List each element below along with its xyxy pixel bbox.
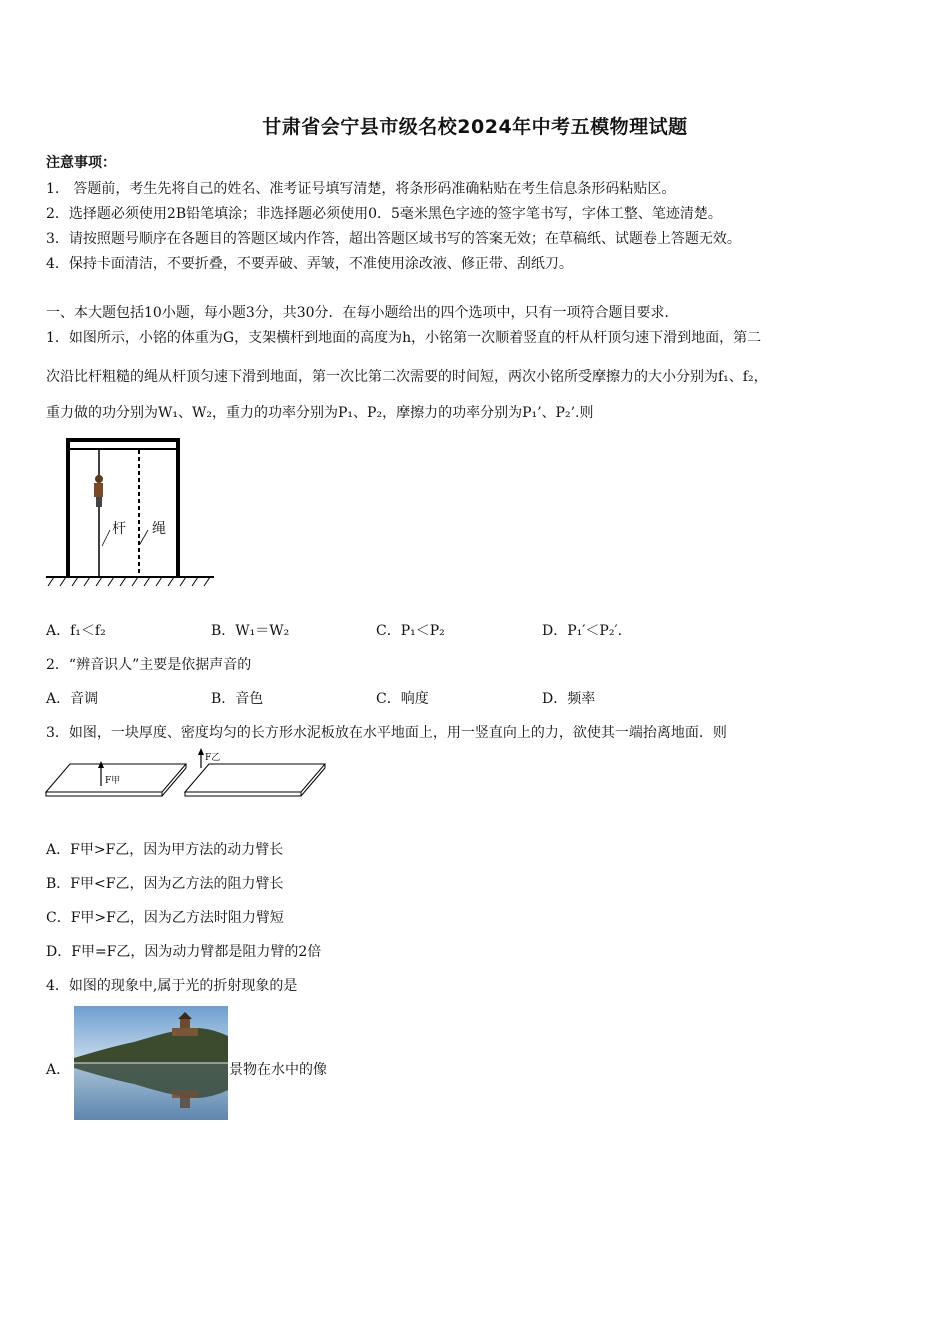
boy-figure (94, 475, 103, 507)
q1-line-2: 次沿比杆粗糙的绳从杆顶匀速下滑到地面，第一次比第二次需要的时间短，两次小铭所受摩擦力的大小分别为f₁、f₂， (46, 369, 768, 385)
q1-line-1: 1．如图所示，小铭的体重为G，支架横杆到地面的高度为h，小铭第一次顺着竖直的杆从杆顶匀速下滑到地面，第二 (46, 330, 762, 346)
q1-option-c[interactable]: C．P₁＜P₂ (376, 623, 445, 639)
page-title: 甘肃省会宁县市级名校2024年中考五模物理试题 (262, 116, 688, 138)
q4-option-a-text[interactable]: 景物在水中的像 (229, 1062, 327, 1078)
slab-diagram (44, 748, 328, 802)
q3-option-d[interactable]: D．F甲=F乙，因为动力臂都是阻力臂的2倍 (46, 944, 322, 960)
q2-option-b[interactable]: B．音色 (211, 691, 264, 707)
rope-label: 绳 (152, 521, 166, 537)
q3-option-a[interactable]: A．F甲>F乙，因为甲方法的动力臂长 (46, 842, 284, 858)
pole-label: 杆 (112, 521, 126, 537)
q4-option-a-letter[interactable]: A． (46, 1062, 71, 1078)
lake-reflection-image (74, 1006, 228, 1120)
reflection-photo (74, 1006, 228, 1120)
q3-figure (44, 748, 328, 802)
notice-item-3: 3．请按照题号顺序在各题目的答题区域内作答，超出答题区域书写的答案无效；在草稿纸、试题卷上答题无效。 (46, 231, 741, 247)
notice-heading: 注意事项： (46, 155, 116, 171)
notice-item-1: 1. 答题前，考生先将自己的姓名、准考证号填写清楚，将条形码准确粘贴在考生信息条形码粘贴区。 (46, 181, 676, 197)
f-jia-label: F甲 (105, 776, 121, 786)
q2-option-d[interactable]: D．频率 (542, 691, 596, 707)
q1-option-d[interactable]: D．P₁′＜P₂′. (542, 623, 623, 639)
q3-option-b[interactable]: B．F甲<F乙，因为乙方法的阻力臂长 (46, 876, 284, 892)
q2-option-c[interactable]: C．响度 (376, 691, 429, 707)
q3-option-c[interactable]: C．F甲>F乙，因为乙方法时阻力臂短 (46, 910, 284, 926)
q2-option-a[interactable]: A．音调 (46, 691, 99, 707)
q1-figure (44, 434, 216, 590)
q2-stem: 2．“辨音识人”主要是依据声音的 (46, 657, 252, 673)
section-heading: 一、本大题包括10小题，每小题3分，共30分．在每小题给出的四个选项中，只有一项符合题目要求． (46, 305, 679, 321)
q1-line-3: 重力做的功分别为W₁、W₂，重力的功率分别为P₁、P₂，摩擦力的功率分别为P₁’、P₂’.则 (46, 405, 594, 421)
q1-option-a[interactable]: A．f₁＜f₂ (46, 623, 106, 639)
notice-item-4: 4．保持卡面清洁，不要折叠，不要弄破、弄皱，不准使用涂改液、修正带、刮纸刀。 (46, 256, 573, 272)
q3-stem: 3．如图，一块厚度、密度均匀的长方形水泥板放在水平地面上，用一竖直向上的力，欲使其一端抬离地面．则 (46, 725, 727, 741)
q4-stem: 4．如图的现象中,属于光的折射现象的是 (46, 978, 298, 994)
notice-item-2: 2．选择题必须使用2B铅笔填涂；非选择题必须使用0．5毫米黑色字迹的签字笔书写，字体工整、笔迹清楚。 (46, 206, 722, 222)
q1-option-b[interactable]: B．W₁＝W₂ (211, 623, 290, 639)
f-yi-label: F乙 (205, 753, 221, 763)
pole-rope-diagram (44, 434, 216, 590)
